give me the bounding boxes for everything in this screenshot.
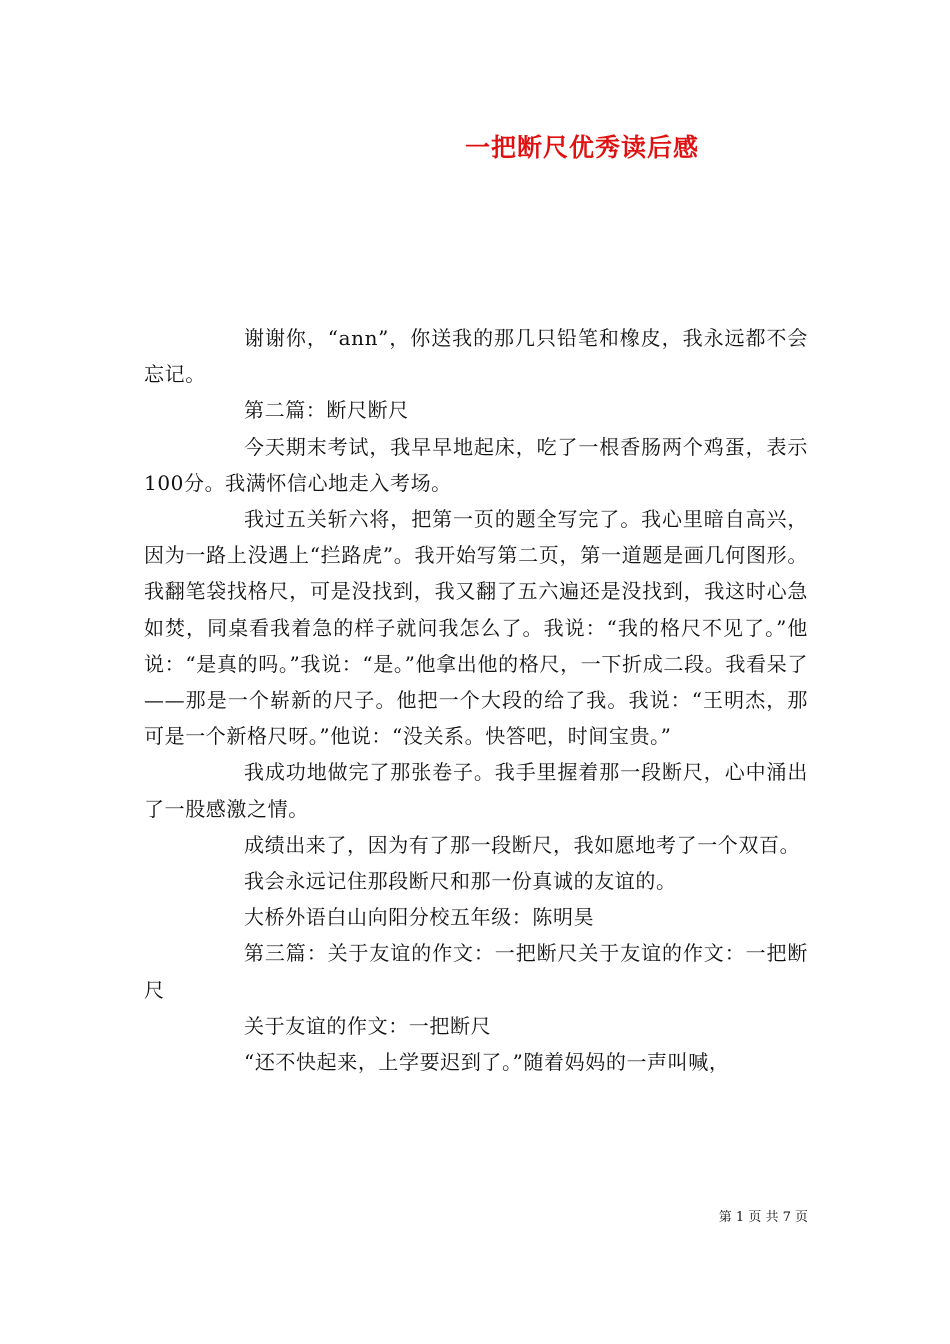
document-body bbox=[144, 320, 808, 1080]
paragraph: 成绩出来了，因为有了那一段断尺，我如愿地考了一个双百。 bbox=[244, 832, 801, 857]
paragraph: 我成功地做完了那张卷子。我手里握着那一段断尺，心中涌出了一股感激之情。 bbox=[144, 760, 808, 821]
page-number: 第 1 页 共 7 页 bbox=[718, 1210, 808, 1225]
section-heading: 第三篇：关于友谊的作文：一把断尺关于友谊的作文：一把断尺 bbox=[144, 941, 808, 1002]
section-heading: 第二篇：断尺断尺 bbox=[244, 398, 409, 423]
section-heading: 关于友谊的作文：一把断尺 bbox=[244, 1013, 492, 1038]
paragraph: 我会永远记住那段断尺和那一份真诚的友谊的。 bbox=[244, 869, 677, 894]
paragraph: 谢谢你，“ann”，你送我的那几只铅笔和橡皮，我永远都不会忘记。 bbox=[144, 326, 808, 387]
document-title: 一把断尺优秀读后感 bbox=[464, 133, 699, 162]
paragraph: 我过五关斩六将，把第一页的题全写完了。我心里暗自高兴，因为一路上没遇上“拦路虎”。我开始写第二页，第一道题是画几何图形。我翻笔袋找格尺，可是没找到，我又翻了五六遍还是没找到，我这时心急如焚，同桌看我着急的样子就问我怎么了。我说：“我的格尺不见了。”他说：“是真的吗。”我说：“是。”他拿出他的格尺，一下折成二段。我看呆了——那是一个崭新的尺子。他把一个大段的给了我。我说：“王明杰，那可是一个新格尺呀。”他说：“没关系。快答吧，时间宝贵。” bbox=[144, 507, 808, 749]
paragraph: 今天期末考试，我早早地起床，吃了一根香肠两个鸡蛋，表示100分。我满怀信心地走入考场。 bbox=[144, 434, 808, 495]
author-line: 大桥外语白山向阳分校五年级：陈明昊 bbox=[244, 905, 595, 930]
paragraph: “还不快起来，上学要迟到了。”随着妈妈的一声叫喊， bbox=[244, 1050, 730, 1075]
